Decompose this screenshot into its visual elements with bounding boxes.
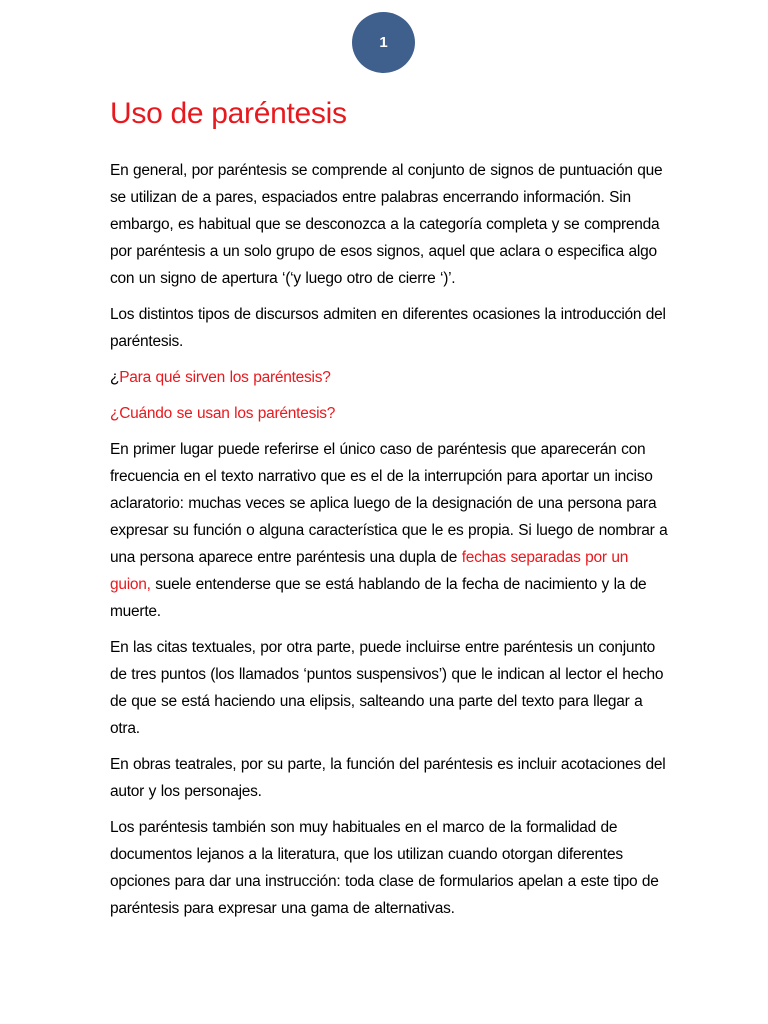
document-title: Uso de paréntesis [110, 97, 347, 130]
paragraph-narrative-end: suele entenderse que se está hablando de la fecha de nacimiento y la de muerte. [110, 576, 647, 620]
paragraph-narrative [110, 436, 670, 625]
question-usage: ¿Cuándo se usan los paréntesis? [110, 405, 336, 422]
page-number: 1 [379, 34, 388, 51]
question-purpose-text: Para qué sirven los paréntesis? [119, 369, 331, 386]
paragraph-quotes: En las citas textuales, por otra parte, puede incluirse entre paréntesis un conjunto de tres puntos (los llamados ‘puntos suspensivos’) que le indican al lector el hecho de que se está haciendo una elipsis, salteando una parte del texto para llegar a otra. [110, 639, 664, 737]
paragraph-narrative-start: En primer lugar puede referirse el único caso de paréntesis que aparecerán con frecuencia en el texto narrativo que es el de la interrupción para aportar un inciso aclaratorio: muchas veces se aplica luego de la designación de una persona para expresar su función o alguna característica que le es propia. Si luego de nombrar a una persona aparece entre paréntesis una dupla de [110, 441, 668, 566]
paragraph-documents: Los paréntesis también son muy habituales en el marco de la formalidad de documentos lejanos a la literatura, que los utilizan cuando otorgan diferentes opciones para dar una instrucción: toda clase de formularios apelan a este tipo de paréntesis para expresar una gama de alternativas. [110, 819, 659, 917]
page-number-badge [352, 12, 415, 73]
paragraph-intro: En general, por paréntesis se comprende al conjunto de signos de puntuación que se utilizan de a pares, espaciados entre palabras encerrando información. Sin embargo, es habitual que se desconozca a la categoría completa y se comprenda por paréntesis a un solo grupo de esos signos, aquel que aclara o especifica algo con un signo de apertura ‘(‘y luego otro de cierre ‘)’. [110, 162, 663, 287]
question-purpose-mark: ¿ [110, 369, 120, 386]
paragraph-theater: En obras teatrales, por su parte, la función del paréntesis es incluir acotaciones del autor y los personajes. [110, 756, 666, 800]
question-purpose [110, 364, 670, 391]
paragraph-narrative-highlight: fechas separadas por un guion, [110, 549, 629, 593]
document-body [110, 92, 670, 931]
paragraph-discourse: Los distintos tipos de discursos admiten en diferentes ocasiones la introducción del paréntesis. [110, 306, 666, 350]
